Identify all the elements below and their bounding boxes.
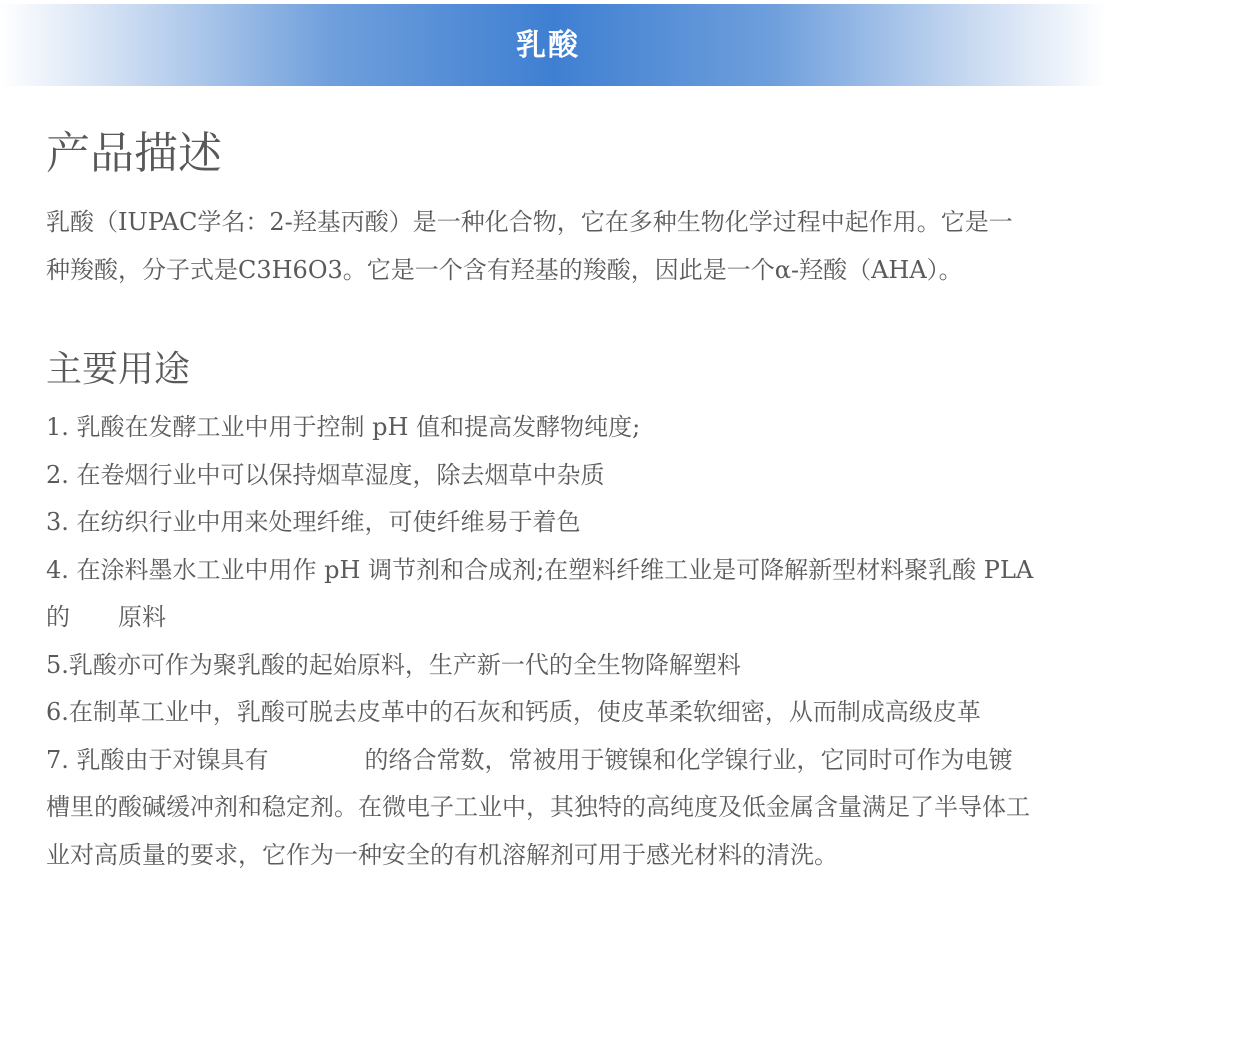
product-description-text: 乳酸（IUPAC学名：2-羟基丙酸）是一种化合物，它在多种生物化学过程中起作用。它是一种羧酸，分子式是C3H6O3。它是一个含有羟基的羧酸，因此是一个α-羟酸（AHA）。 (46, 208, 1013, 284)
product-description-heading: 产品描述 (46, 128, 222, 179)
use-item-3: 3. 在纺织行业中用来处理纤维，可使纤维易于着色 (46, 508, 581, 536)
use-item-1: 1. 乳酸在发酵工业中用于控制 pH 值和提高发酵物纯度; (46, 413, 641, 441)
use-item-6: 6.在制革工业中，乳酸可脱去皮革中的石灰和钙质，使皮革柔软细密，从而制成高级皮革 (46, 698, 981, 726)
use-item-7: 7. 乳酸由于对镍具有 的络合常数，常被用于镀镍和化学镍行业，它同时可作为电镀槽里的酸碱缓冲剂和稳定剂。在微电子工业中，其独特的高纯度及低金属含量满足了半导体工业对高质量的要求，它作为一种安全的有机溶解剂可用于感光材料的清洗。 (46, 745, 1030, 869)
main-uses-list (46, 404, 1036, 879)
use-item-4: 4. 在涂料墨水工业中用作 pH 调节剂和合成剂;在塑料纤维工业是可降解新型材料聚乳酸 PLA 的 原料 (46, 555, 1034, 631)
use-item-2: 2. 在卷烟行业中可以保持烟草湿度，除去烟草中杂质 (46, 460, 605, 489)
banner-title: 乳酸 (516, 28, 580, 63)
use-item-5: 5.乳酸亦可作为聚乳酸的起始原料，生产新一代的全生物降解塑料 (46, 650, 741, 679)
main-uses-heading: 主要用途 (46, 349, 191, 390)
title-banner (0, 4, 1106, 86)
